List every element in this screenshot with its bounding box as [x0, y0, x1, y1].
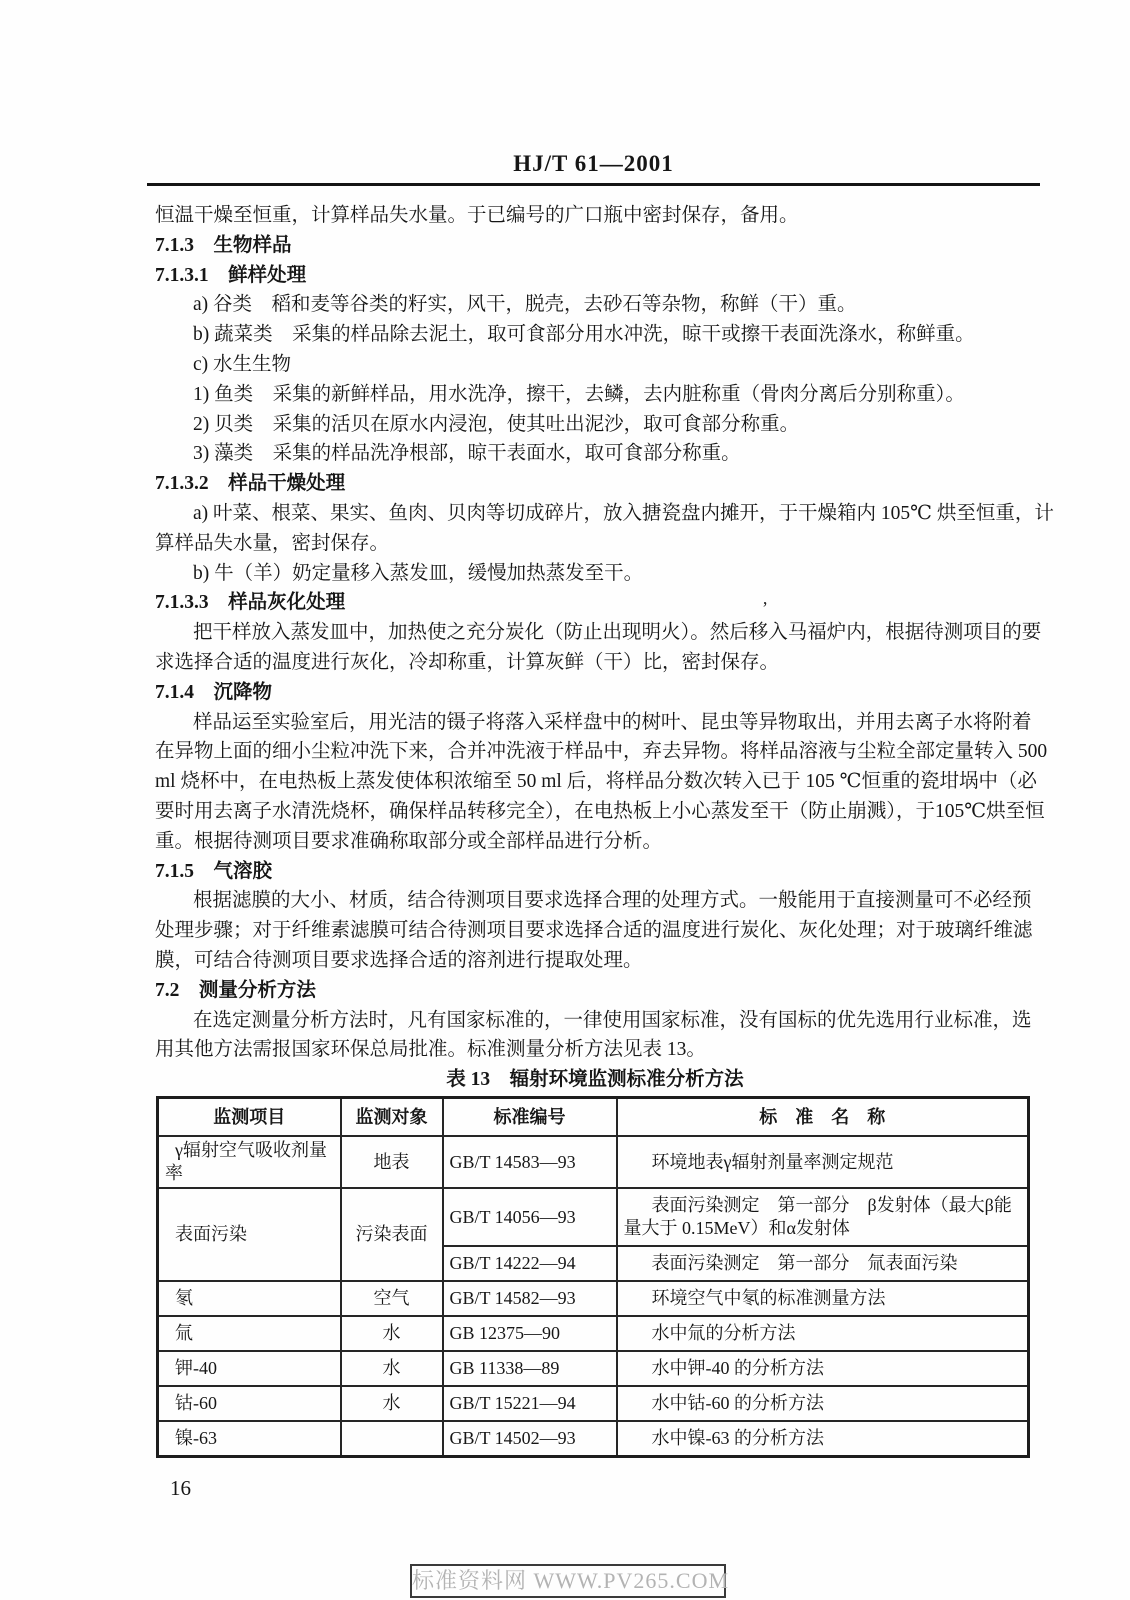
table-cell	[341, 1421, 443, 1457]
text-line: ml 烧杯中，在电热板上蒸发使体积浓缩至 50 ml 后，将样品分数次转入已于 105 ℃恒重的瓷坩埚中（必	[155, 771, 1037, 793]
list-item: 1) 鱼类 采集的新鲜样品，用水洗净，擦干，去鳞，去内脏称重（骨肉分离后分别称重）。	[193, 383, 965, 405]
table-cell: 水中钾-40 的分析方法	[617, 1351, 1029, 1386]
text-line: 算样品失水量，密封保存。	[155, 532, 390, 554]
text-line: 恒温干燥至恒重，计算样品失水量。于已编号的广口瓶中密封保存，备用。	[155, 205, 799, 226]
text-line: 重。根据待测项目要求准确称取部分或全部样品进行分析。	[155, 830, 663, 852]
table-header-row	[158, 1098, 1029, 1137]
text-line: 在异物上面的细小尘粒冲洗下来，合并冲洗液于样品中，弃去异物。将样品溶液与尘粒全部定量转入 500	[155, 741, 1048, 763]
section-heading: 7.1.3.3 样品灰化处理	[155, 592, 346, 614]
table-cell: GB/T 14056—93	[443, 1188, 617, 1246]
table-cell: 表面污染	[158, 1188, 341, 1281]
table-row	[158, 1386, 1029, 1421]
standards-table	[156, 1096, 1030, 1458]
table-row	[158, 1351, 1029, 1386]
column-header: 监测项目	[158, 1098, 341, 1137]
text-line: 求选择合适的温度进行灰化，冷却称重，计算灰鲜（干）比，密封保存。	[155, 651, 780, 673]
table-cell: 表面污染测定 第一部分 氚表面污染	[617, 1246, 1029, 1281]
table-cell: GB/T 14222—94	[443, 1246, 617, 1281]
list-item: a) 叶菜、根菜、果实、鱼肉、贝肉等切成碎片，放入搪瓷盘内摊开，于干燥箱内 105℃ 烘至恒重，计	[193, 502, 1054, 524]
column-header: 标准编号	[443, 1098, 617, 1137]
table-cell: 氡	[158, 1281, 341, 1316]
table-cell: 环境空气中氡的标准测量方法	[617, 1281, 1029, 1316]
list-item: a) 谷类 稻和麦等谷类的籽实，风干，脱壳，去砂石等杂物，称鲜（干）重。	[193, 294, 857, 316]
paragraph-line: 把干样放入蒸发皿中，加热使之充分炭化（防止出现明火）。然后移入马福炉内，根据待测项目的要	[193, 622, 1042, 644]
page-header-rule	[147, 146, 1040, 186]
table-cell: 水中钴-60 的分析方法	[617, 1386, 1029, 1421]
paragraph-line: 样品运至实验室后，用光洁的镊子将落入采样盘中的树叶、昆虫等异物取出，并用去离子水将附着	[193, 711, 1032, 733]
section-heading: 7.1.5 气溶胶	[155, 860, 273, 882]
table-cell: 水	[341, 1316, 443, 1351]
text-line: 膜，可结合待测项目要求选择合适的溶剂进行提取处理。	[155, 949, 643, 971]
table-cell: 镍-63	[158, 1421, 341, 1457]
table-cell: 水	[341, 1351, 443, 1386]
table-title: 表 13 辐射环境监测标准分析方法	[446, 1069, 744, 1090]
table-cell: 地表	[341, 1136, 443, 1188]
table-cell: 污染表面	[341, 1188, 443, 1281]
table-cell: 环境地表γ辐射剂量率测定规范	[617, 1136, 1029, 1188]
list-item: 3) 藻类 采集的样品洗净根部，晾干表面水，取可食部分称重。	[193, 443, 741, 465]
table-cell: GB 11338—89	[443, 1351, 617, 1386]
table-row	[158, 1281, 1029, 1316]
table-cell: 钾-40	[158, 1351, 341, 1386]
text-line: 要时用去离子水清洗烧杯，确保样品转移完全），在电热板上小心蒸发至干（防止崩溅），于105℃烘至恒	[155, 800, 1045, 822]
column-header: 监测对象	[341, 1098, 443, 1137]
table-cell: 表面污染测定 第一部分 β发射体（最大β能量大于 0.15MeV）和α发射体	[617, 1188, 1029, 1246]
text-line: 处理步骤；对于纤维素滤膜可结合待测项目要求选择合适的温度进行炭化、灰化处理；对于玻璃纤维滤	[155, 920, 1033, 942]
text-line: 用其他方法需报国家环保总局批准。标准测量分析方法见表 13。	[155, 1039, 706, 1061]
section-heading: 7.1.3 生物样品	[155, 234, 292, 256]
section-heading: 7.1.4 沉降物	[155, 681, 273, 703]
table-cell: GB/T 15221—94	[443, 1386, 617, 1421]
table-cell: 氚	[158, 1316, 341, 1351]
table-cell: 水中氚的分析方法	[617, 1316, 1029, 1351]
table-row	[158, 1421, 1029, 1457]
paragraph-line: 根据滤膜的大小、材质，结合待测项目要求选择合理的处理方式。一般能用于直接测量可不必经预	[193, 890, 1032, 912]
column-header: 标 准 名 称	[617, 1098, 1029, 1137]
table-cell: 钴-60	[158, 1386, 341, 1421]
list-item: b) 牛（羊）奶定量移入蒸发皿，缓慢加热蒸发至干。	[193, 562, 644, 584]
list-item: c) 水生生物	[193, 353, 292, 375]
page-number: 16	[170, 1476, 191, 1500]
watermark: 标准资料网 WWW.PV265.COM	[410, 1564, 726, 1598]
table-cell: 空气	[341, 1281, 443, 1316]
table-row	[158, 1316, 1029, 1351]
section-heading: 7.1.3.1 鲜样处理	[155, 264, 307, 286]
table-cell: GB/T 14502—93	[443, 1421, 617, 1457]
scan-artifact-mark: ’	[762, 598, 768, 618]
document-number: HJ/T 61—2001	[513, 151, 674, 176]
table-cell: GB/T 14582—93	[443, 1281, 617, 1316]
table-cell: 水中镍-63 的分析方法	[617, 1421, 1029, 1457]
list-item: b) 蔬菜类 采集的样品除去泥土，取可食部分用水冲洗，晾干或擦干表面洗涤水，称鲜重。	[193, 324, 975, 346]
list-item: 2) 贝类 采集的活贝在原水内浸泡，使其吐出泥沙，取可食部分称重。	[193, 413, 800, 435]
table-cell: γ辐射空气吸收剂量率	[158, 1136, 341, 1188]
section-heading: 7.2 测量分析方法	[155, 979, 316, 1001]
document-body	[155, 201, 1054, 1065]
table-row	[158, 1188, 1029, 1246]
table-row	[158, 1136, 1029, 1188]
table-cell: GB/T 14583—93	[443, 1136, 617, 1188]
paragraph-line: 在选定测量分析方法时，凡有国家标准的，一律使用国家标准，没有国标的优先选用行业标准，选	[193, 1009, 1032, 1031]
table-cell: 水	[341, 1386, 443, 1421]
section-heading: 7.1.3.2 样品干燥处理	[155, 473, 346, 495]
table-cell: GB 12375—90	[443, 1316, 617, 1351]
